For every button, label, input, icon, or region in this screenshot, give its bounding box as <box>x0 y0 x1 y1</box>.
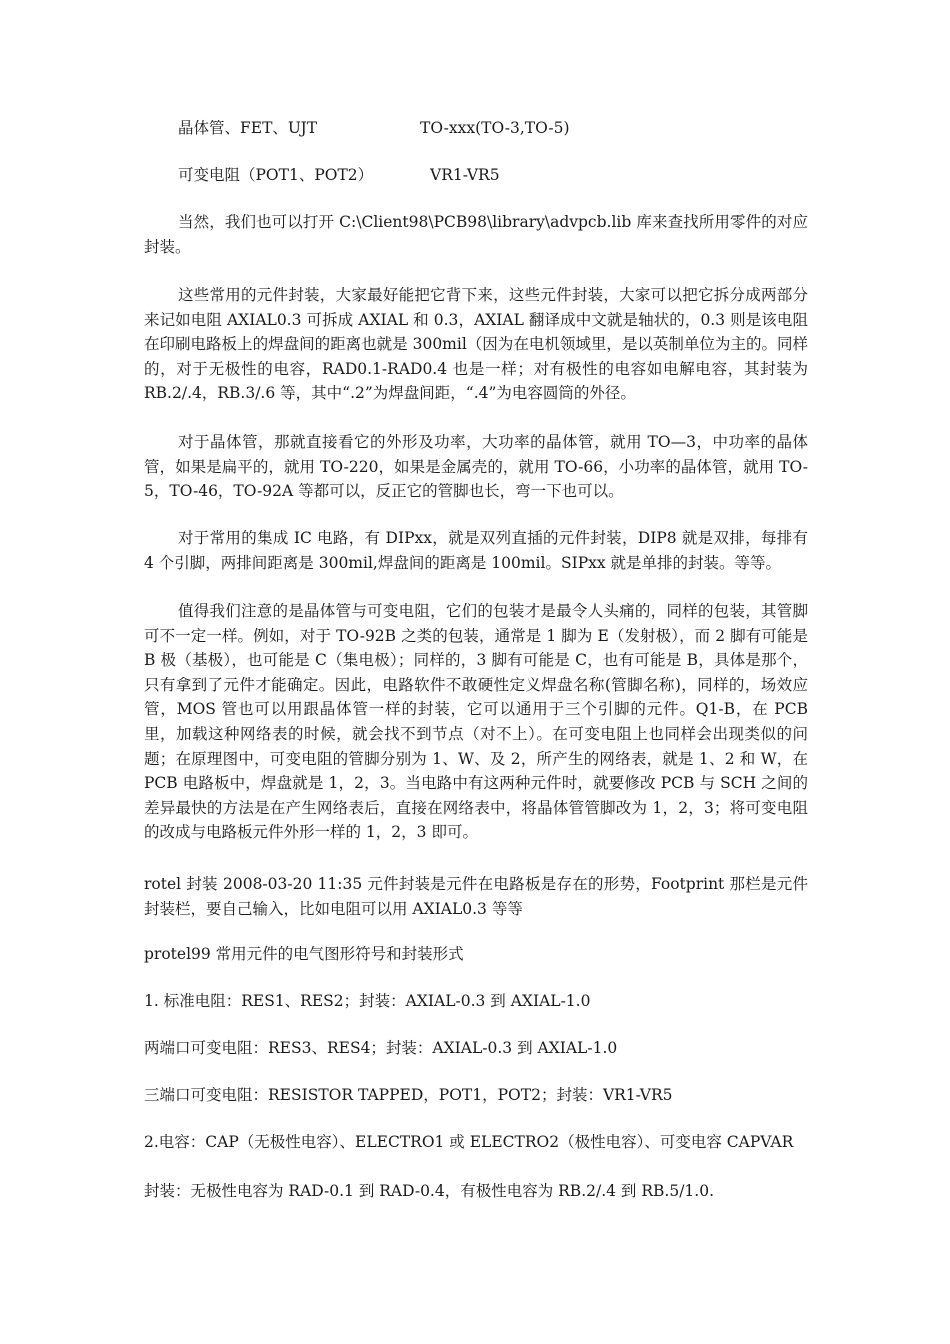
item-standard-resistor: 1. 标准电阻：RES1、RES2；封装：AXIAL-0.3 到 AXIAL-1.0 <box>144 992 591 1010</box>
row-transistor-package: TO-xxx(TO-3,TO-5) <box>420 119 570 137</box>
row-potentiometer-label: 可变电阻（POT1、POT2） <box>178 166 374 184</box>
item-capacitor-package: 封装：无极性电容为 RAD-0.1 到 RAD-0.4，有极性电容为 RB.2/.4 到 RB.5/1.0. <box>144 1182 715 1200</box>
paragraph-pin-mismatch: 值得我们注意的是晶体管与可变电阻，它们的包装才是最令人头痛的，同样的包装，其管脚可不一定一样。例如，对于 TO-92B 之类的包装，通常是 1 脚为 E（发射极），而 2 脚有可能是 B 极（基极），也可能是 C（集电极）；同样的，3 脚有可能是 C，也有可能是 B，具体是那个，只有拿到了元件才能确定。因此，电路软件不敢硬性定义焊盘名称(管脚名称)，同样的，场效应管，MOS 管也可以用跟晶体管一样的封装，它可以通用于三个引脚的元件。Q1-B，在 PCB 里，加载这种网络表的时候，就会找不到节点（对不上）。在可变电阻上也同样会出现类似的问题；在原理图中，可变电阻的管脚分别为 1、W、及 2，所产生的网络表，就是 1、2 和 W，在 PCB 电路板中，焊盘就是 1，2，3。当电路中有这两种元件时，就要修改 PCB 与 SCH 之间的差异最快的方法是在产生网络表后，直接在网络表中，将晶体管管脚改为 1，2，3；将可变电阻的改成与电路板元件外形一样的 1，2，3 即可。 <box>144 602 808 842</box>
row-transistor-label: 晶体管、FET、UJT <box>178 119 318 137</box>
item-three-port-variable-resistor: 三端口可变电阻：RESISTOR TAPPED，POT1，POT2；封装：VR1-VR5 <box>144 1086 673 1104</box>
paragraph-protel-footprint: rotel 封装 2008-03-20 11:35 元件封装是元件在电路板是存在的形势，Footprint 那栏是元件封装栏，要自己输入，比如电阻可以用 AXIAL0.3 等等 <box>144 875 808 918</box>
item-two-port-variable-resistor: 两端口可变电阻：RES3、RES4；封装：AXIAL-0.3 到 AXIAL-1.0 <box>144 1039 618 1057</box>
paragraph-transistor-package: 对于晶体管，那就直接看它的外形及功率，大功率的晶体管，就用 TO—3，中功率的晶体管，如果是扁平的，就用 TO-220，如果是金属壳的，就用 TO-66，小功率的晶体管，就用 TO-5，TO-46，TO-92A 等都可以，反正它的管脚也长，弯一下也可以。 <box>144 433 808 501</box>
item-capacitor: 2.电容：CAP（无极性电容）、ELECTRO1 或 ELECTRO2（极性电容）、可变电容 CAPVAR <box>144 1133 794 1151</box>
paragraph-ic-package: 对于常用的集成 IC 电路，有 DIPxx，就是双列直插的元件封装，DIP8 就是双排，每排有 4 个引脚，两排间距离是 300mil,焊盘间的距离是 100mil。SIPxx 就是单排的封装。等等。 <box>144 529 808 572</box>
row-potentiometer-package: VR1-VR5 <box>430 166 500 184</box>
heading-protel99-symbols: protel99 常用元件的电气图形符号和封装形式 <box>144 945 464 963</box>
paragraph-library-path: 当然，我们也可以打开 C:\Client98\PCB98\library\advpcb.lib 库来查找所用零件的对应封装。 <box>144 213 808 256</box>
paragraph-footprint-memorize: 这些常用的元件封装，大家最好能把它背下来，这些元件封装，大家可以把它拆分成两部分来记如电阻 AXIAL0.3 可拆成 AXIAL 和 0.3，AXIAL 翻译成中文就是轴状的，0.3 则是该电阻在印刷电路板上的焊盘间的距离也就是 300mil（因为在电机领域里，是以英制单位为主的。同样的，对于无极性的电容，RAD0.1-RAD0.4 也是一样；对有极性的电容如电解电容，其封装为 RB.2/.4，RB.3/.6 等，其中“.2”为焊盘间距，“.4”为电容圆筒的外径。 <box>144 286 808 403</box>
